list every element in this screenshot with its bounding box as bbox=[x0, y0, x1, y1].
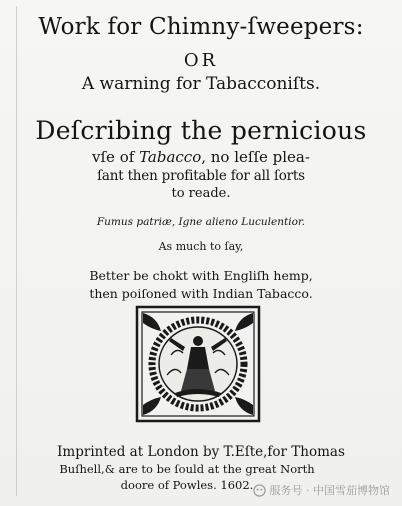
imprint-line-1: Imprinted at London by T.Eſte,for Thomas bbox=[57, 444, 345, 460]
title-line-1: Work for Chimny-ſweepers: bbox=[38, 14, 364, 40]
description-line-4: to reade. bbox=[171, 186, 231, 201]
imprint-line-2: Buſhell,& are to be ſould at the great North bbox=[59, 462, 315, 476]
subtitle-line: A warning for Tabacconiſts. bbox=[81, 74, 321, 94]
latin-motto: Fumus patriæ, Igne alieno Luculentior. bbox=[96, 216, 306, 228]
description-line-1: Deſcribing the pernicious bbox=[35, 116, 367, 145]
description-line-2 bbox=[0, 148, 402, 166]
description-line-2-post: , no leſſe plea- bbox=[201, 148, 310, 166]
description-line-2-italic: Tabacco bbox=[139, 148, 202, 166]
watermark-text: 服务号 · 中国雪茄博物馆 bbox=[269, 484, 390, 497]
description-line-2-pre: vſe of bbox=[92, 148, 140, 166]
saying-line-2: then poiſoned with Indian Tabacco. bbox=[89, 286, 313, 301]
printers-device-emblem bbox=[135, 305, 261, 423]
as-much-to-say: As much to ſay, bbox=[158, 240, 244, 253]
wechat-service-icon bbox=[253, 484, 266, 497]
description-line-3: ſant then profitable for all ſorts bbox=[97, 168, 305, 184]
imprint-line-3: doore of Powles. 1602. bbox=[120, 478, 254, 492]
account-watermark bbox=[253, 482, 391, 498]
saying-line-1: Better be chokt with Engliſh hemp, bbox=[89, 268, 313, 283]
title-line-or: OR bbox=[183, 50, 219, 71]
